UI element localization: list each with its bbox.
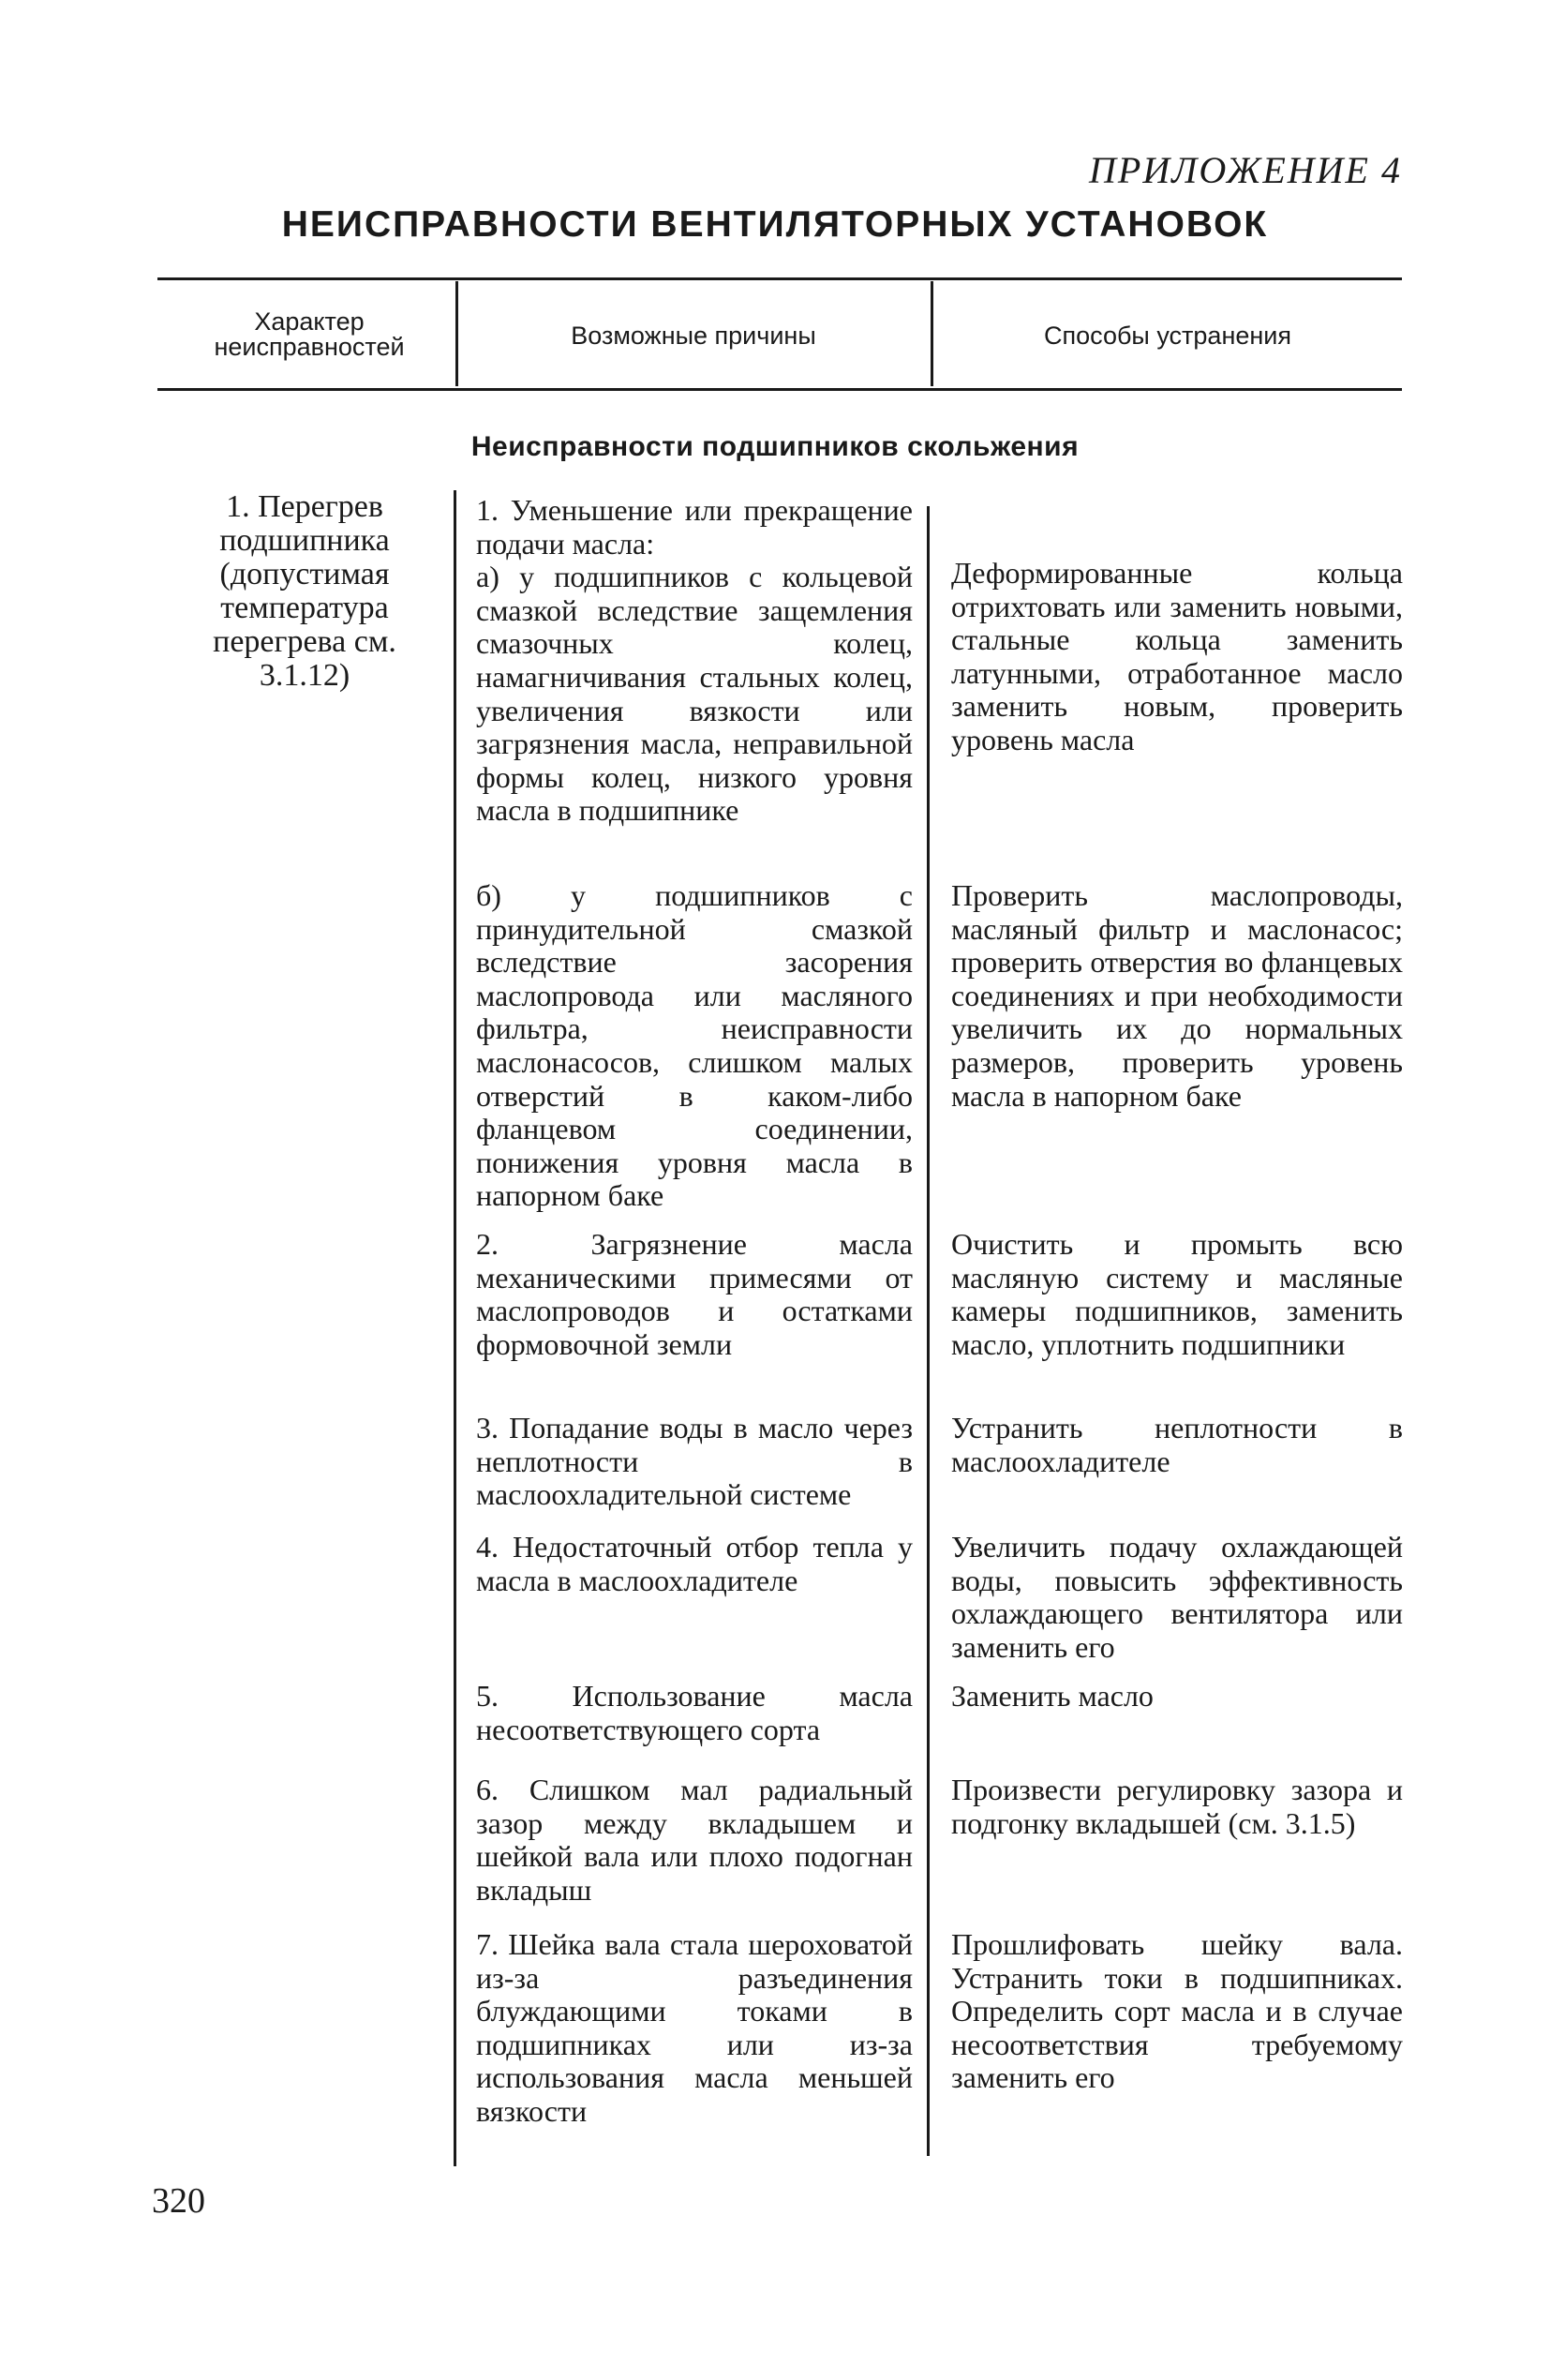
cause-4: 4. Недостаточный отбор тепла у масла в маслоохладителе <box>476 1530 913 1597</box>
cause-2: 2. Загрязнение масла механическими примесями от маслопроводов и остатками формовочной земли <box>476 1227 913 1361</box>
page-title: НЕИСПРАВНОСТИ ВЕНТИЛЯТОРНЫХ УСТАНОВОК <box>281 204 1269 245</box>
table-header-rule <box>157 388 1402 391</box>
remedy-4: Увеличить подачу охлаждающей воды, повысить эффективность охлаждающего вентилятора или заменить его <box>951 1530 1403 1664</box>
remedy-7: Прошлифовать шейку вала. Устранить токи в подшипниках. Определить сорт масла и в случае несоответствия требуемому заменить его <box>951 1927 1403 2095</box>
cause-1b: б) у подшипников с принудительной смазкой вследствие засорения маслопровода или масляного фильтра, неисправности маслонасосов, слишком малых отверстий в каком-либо фланцевом соединении, понижения уровня масла в напорном баке <box>476 878 913 1213</box>
remedy-5: Заменить масло <box>951 1679 1154 1713</box>
header-fault: Характер неисправностей <box>214 307 405 361</box>
section-title: Неисправности подшипников скольжения <box>470 431 1080 462</box>
page-number: 320 <box>152 2181 205 2221</box>
remedy-6: Произвести регулировку зазора и подгонку вкладышей (см. 3.1.5) <box>951 1773 1403 1840</box>
remedy-2: Очистить и промыть всю масляную систему и масляные камеры подшипников, заменить масло, уплотнить подшипники <box>951 1227 1403 1361</box>
column-divider-header-1 <box>455 281 458 386</box>
remedy-3: Устранить неплотности в маслоохладителе <box>951 1411 1403 1478</box>
cause-3: 3. Попадание воды в масло через неплотности в маслоохладительной системе <box>476 1411 913 1512</box>
cause-5: 5. Использование масла несоответствующего сорта <box>476 1679 913 1746</box>
remedy-1: Деформированные кольца отрихтовать или заменить новыми, стальные кольца заменить латунными, отработанное масло заменить новым, проверить уровень масла <box>951 556 1403 756</box>
remedy-1b: Проверить маслопроводы, масляный фильтр и маслонасос; проверить отверстия во фланцевых соединениях и при необходимости увеличить их до нормальных размеров, проверить уровень масла в напорном баке <box>951 878 1403 1113</box>
appendix-label: ПРИЛОЖЕНИЕ 4 <box>1089 149 1402 191</box>
header-causes: Возможные причины <box>571 322 816 350</box>
column-divider-body-1 <box>454 490 456 2166</box>
table-top-rule <box>157 277 1402 280</box>
column-divider-body-2 <box>927 506 930 2156</box>
header-remedies: Способы устранения <box>1044 322 1291 350</box>
cause-6: 6. Слишком мал радиальный зазор между вкладышем и шейкой вала или плохо подогнан вкладыш <box>476 1773 913 1907</box>
fault-item: 1. Перегрев подшипника (допустимая температура перегрева см. 3.1.12) <box>213 489 396 693</box>
cause-7: 7. Шейка вала стала шероховатой из-за разъединения блуждающими токами в подшипниках или из-за использования масла меньшей вязкости <box>476 1927 913 2128</box>
cause-1: 1. Уменьшение или прекращение подачи масла: а) у подшипников с кольцевой смазкой вследствие защемления смазочных колец, намагничивания стальных колец, увеличения вязкости или загрязнения масла, неправильной формы колец, низкого уровня масла в подшипнике <box>476 493 913 828</box>
